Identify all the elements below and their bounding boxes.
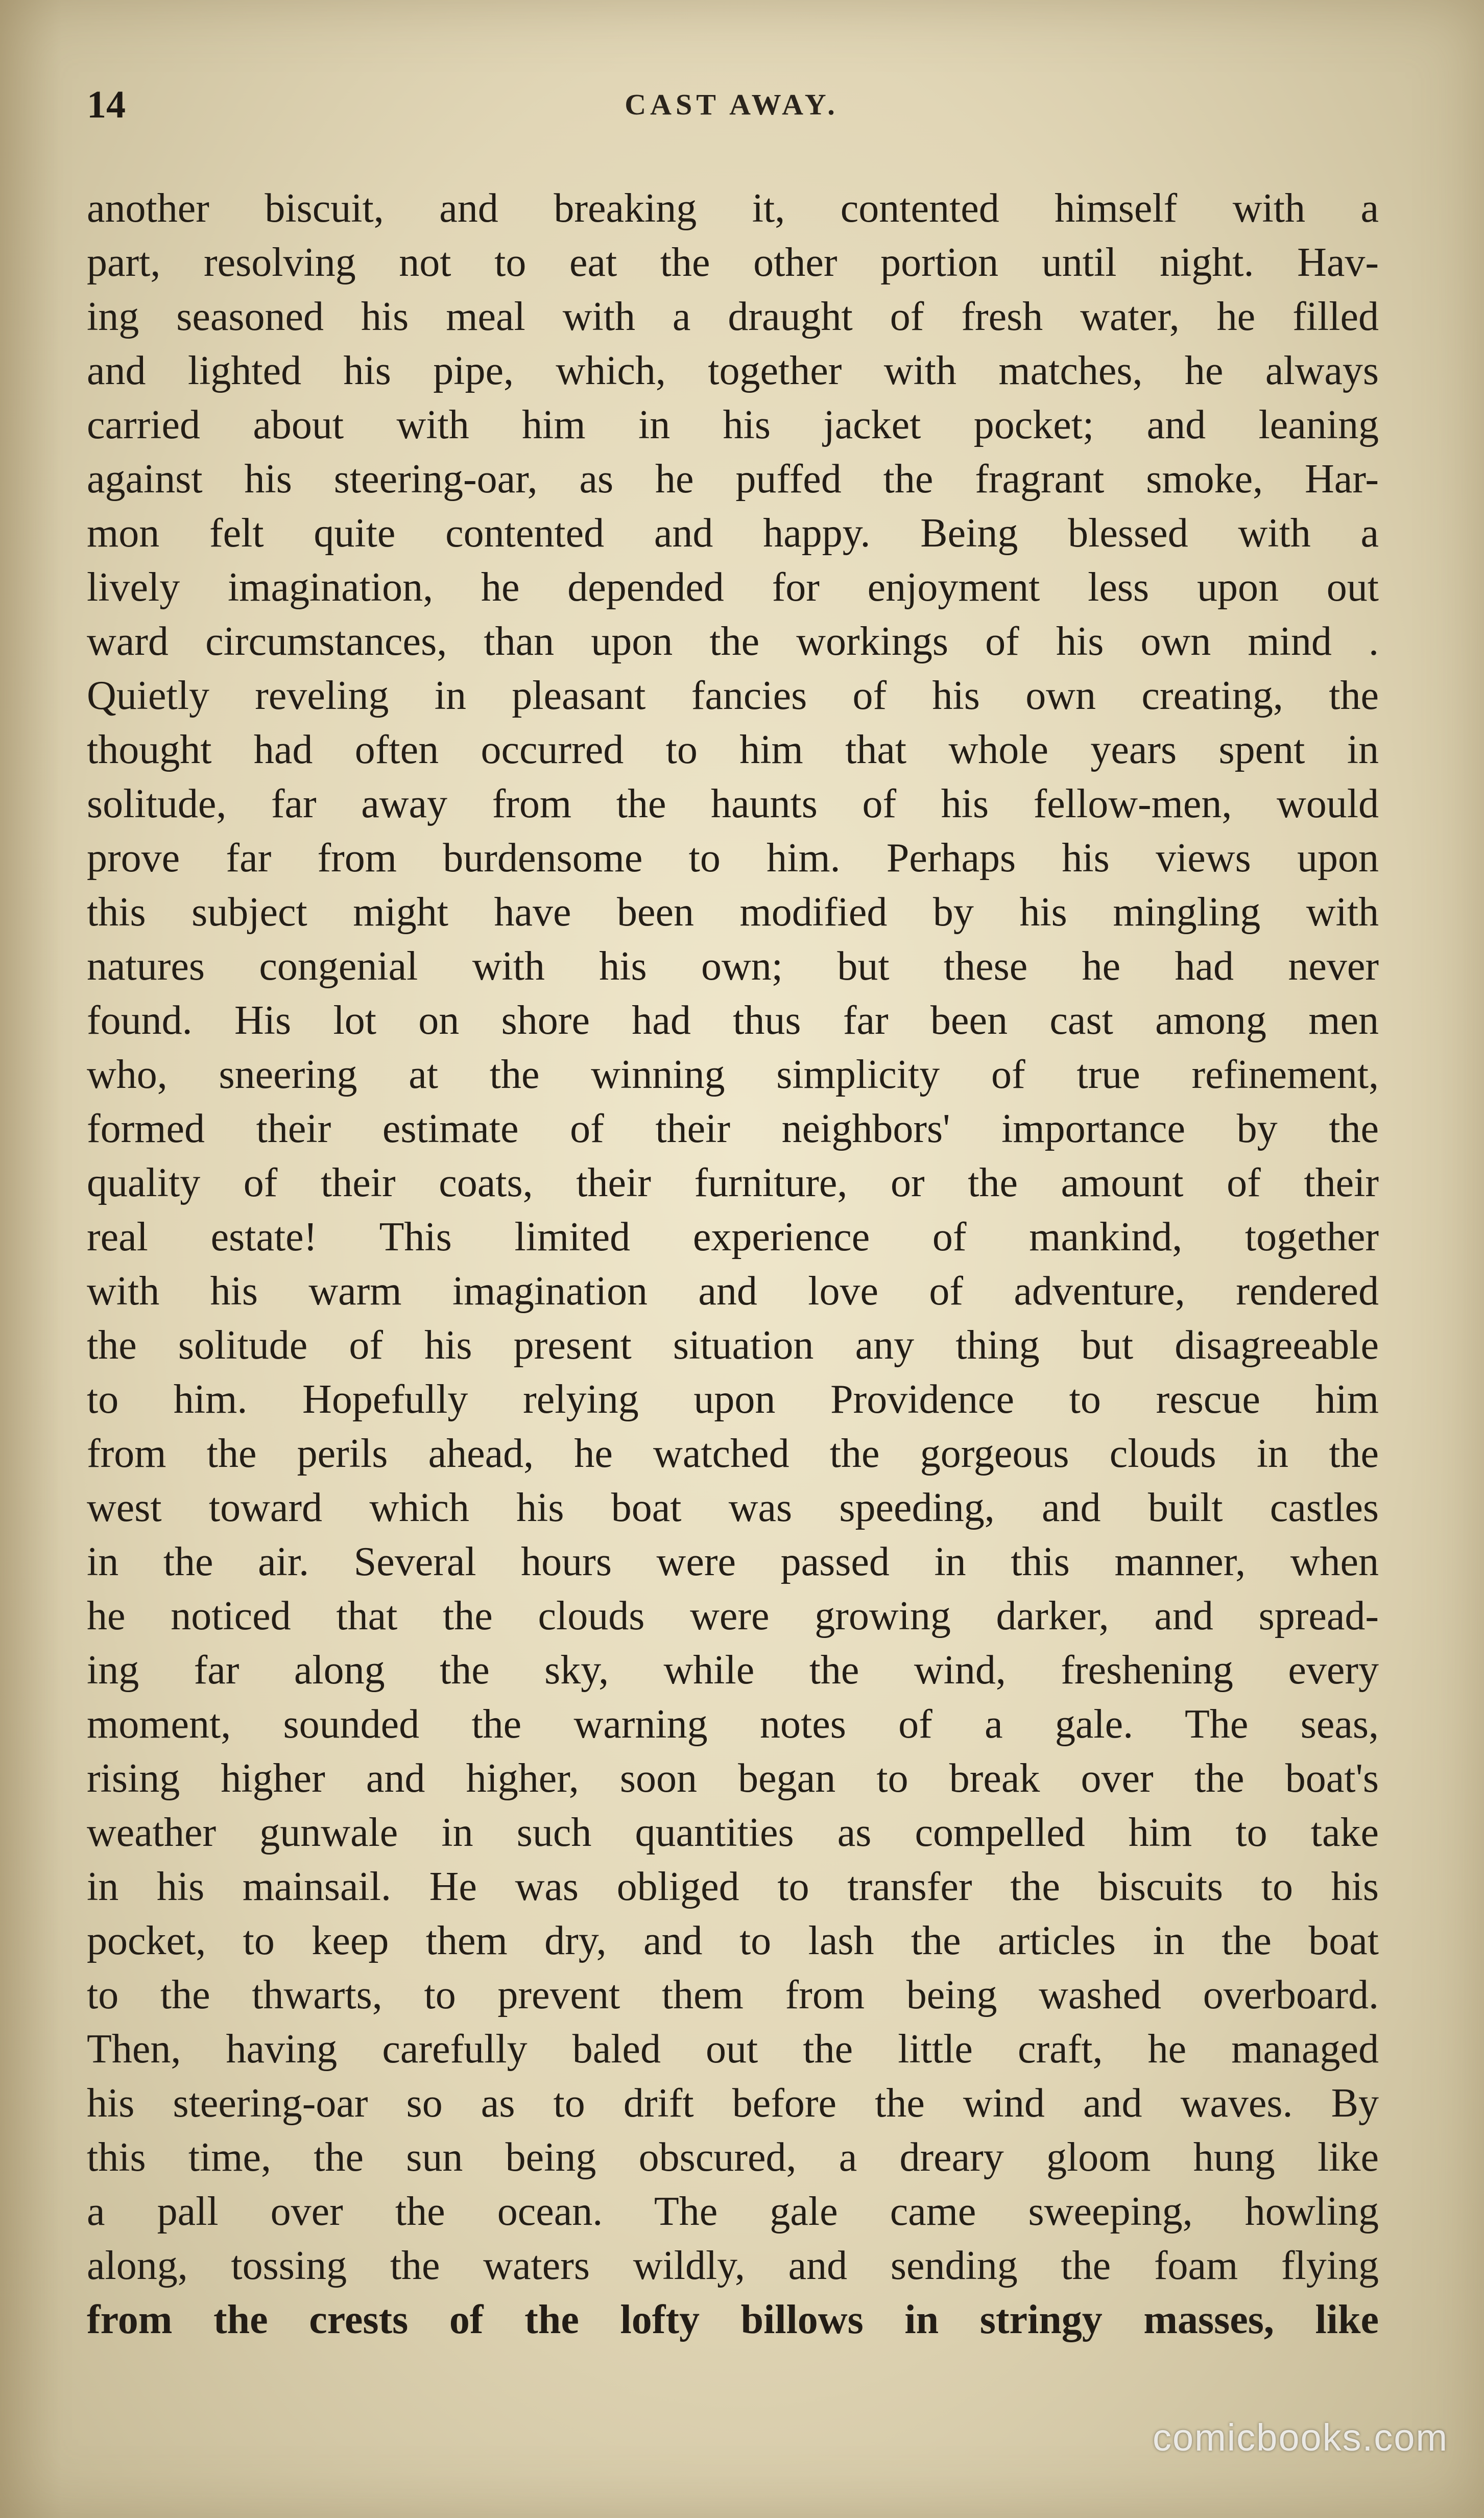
text-line: mon felt quite contented and happy. Being blessed with a (87, 511, 1379, 556)
text-line: natures congenial with his own; but these he had never (87, 944, 1379, 989)
text-line: another biscuit, and breaking it, contented himself with a (87, 186, 1379, 231)
text-line: a pall over the ocean. The gale came sweeping, howling (87, 2189, 1379, 2234)
text-line: this time, the sun being obscured, a dreary gloom hung like (87, 2135, 1379, 2180)
text-line: lively imagination, he depended for enjoyment less upon out (87, 565, 1379, 610)
body-text (87, 181, 1379, 2347)
text-line: Then, having carefully baled out the little craft, he managed (87, 2027, 1379, 2072)
page-header (87, 77, 1377, 133)
text-line: with his warm imagination and love of adventure, rendered (87, 1269, 1379, 1314)
text-line: in the air. Several hours were passed in this manner, when (87, 1539, 1379, 1584)
text-line: to the thwarts, to prevent them from being washed overboard. (87, 1973, 1379, 2017)
text-line: formed their estimate of their neighbors' importance by the (87, 1106, 1379, 1151)
text-line: from the crests of the lofty billows in stringy masses, like (87, 2297, 1379, 2342)
text-line: weather gunwale in such quantities as compelled him to take (87, 1810, 1379, 1855)
text-line: in his mainsail. He was obliged to transfer the biscuits to his (87, 1864, 1379, 1909)
text-line: real estate! This limited experience of mankind, together (87, 1215, 1379, 1260)
text-line: along, tossing the waters wildly, and sending the foam flying (87, 2243, 1379, 2288)
text-line: prove far from burdensome to him. Perhaps his views upon (87, 836, 1379, 881)
text-line: the solitude of his present situation any thing but disagreeable (87, 1323, 1379, 1368)
text-line: found. His lot on shore had thus far been cast among men (87, 998, 1379, 1043)
running-head: CAST AWAY. (625, 88, 839, 121)
text-line: thought had often occurred to him that whole years spent in (87, 727, 1379, 772)
text-line: ing seasoned his meal with a draught of fresh water, he filled (87, 294, 1379, 339)
text-line: to him. Hopefully relying upon Providence to rescue him (87, 1377, 1379, 1422)
text-line: rising higher and higher, soon began to break over the boat's (87, 1756, 1379, 1801)
text-line: solitude, far away from the haunts of his fellow-men, would (87, 781, 1379, 826)
text-line: against his steering-oar, as he puffed the fragrant smoke, Har- (87, 457, 1379, 502)
text-line: moment, sounded the warning notes of a gale. The seas, (87, 1702, 1379, 1747)
text-line: pocket, to keep them dry, and to lash the articles in the boat (87, 1918, 1379, 1963)
text-line: ward circumstances, than upon the workings of his own mind . (87, 619, 1379, 664)
text-line: ing far along the sky, while the wind, freshening every (87, 1648, 1379, 1693)
text-line: who, sneering at the winning simplicity of true refinement, (87, 1052, 1379, 1097)
text-line: this subject might have been modified by his mingling with (87, 890, 1379, 935)
text-line: and lighted his pipe, which, together with matches, he always (87, 348, 1379, 393)
text-line: west toward which his boat was speeding, and built castles (87, 1485, 1379, 1530)
page-number: 14 (87, 83, 126, 126)
text-line: part, resolving not to eat the other portion until night. Hav- (87, 240, 1379, 285)
site-watermark: comicbooks.com (1152, 2416, 1448, 2459)
text-line: he noticed that the clouds were growing darker, and spread- (87, 1594, 1379, 1638)
text-line: his steering-oar so as to drift before the wind and waves. By (87, 2081, 1379, 2126)
text-line: from the perils ahead, he watched the gorgeous clouds in the (87, 1431, 1379, 1476)
text-line: carried about with him in his jacket pocket; and leaning (87, 402, 1379, 447)
text-line: quality of their coats, their furniture, or the amount of their (87, 1160, 1379, 1205)
text-line: Quietly reveling in pleasant fancies of his own creating, the (87, 673, 1379, 718)
